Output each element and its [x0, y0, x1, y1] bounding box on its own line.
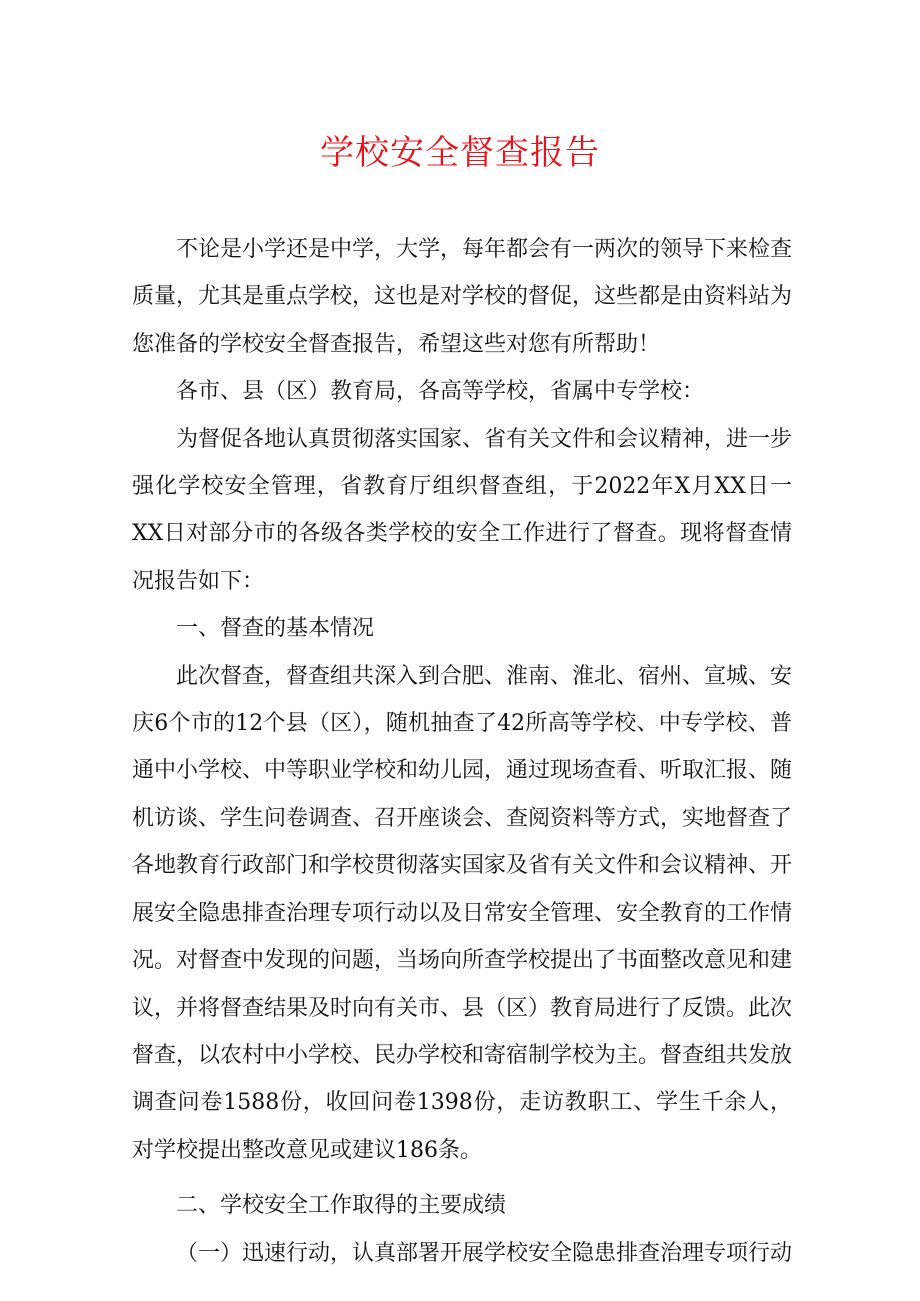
salutation-paragraph: 各市、县（区）教育局，各高等学校，省属中专学校： — [176, 379, 705, 405]
purpose-paragraph: 为督促各地认真贯彻落实国家、省有关文件和会议精神，进一步强化学校安全管理，省教育厅组织督查组，于2022年X月XX日一XX日对部分市的各级各类学校的安全工作进行了督查。现将督查情况报告如下： — [132, 426, 793, 594]
document-body — [132, 226, 792, 1277]
basic-situation-paragraph: 此次督查，督查组共深入到合肥、淮南、淮北、宿州、宣城、安庆6个市的12个县（区），随机抽查了42所高等学校、中专学校、普通中小学校、中等职业学校和幼儿园，通过现场查看、听取汇报、随机访谈、学生问卷调查、召开座谈会、查阅资料等方式，实地督查了各地教育行政部门和学校贯彻落实国家及省有关文件和会议精神、开展安全隐患排查治理专项行动以及日常安全管理、安全教育的工作情况。对督查中发现的问题，当场向所查学校提出了书面整改意见和建议，并将督查结果及时向有关市、县（区）教育局进行了反馈。此次督查，以农村中小学校、民办学校和寄宿制学校为主。督查组共发放调查问卷1588份，收回问卷1398份，走访教职工、学生千余人，对学校提出整改意见或建议186条。 — [132, 663, 793, 1163]
section-heading-achievements: 二、学校安全工作取得的主要成绩 — [176, 1193, 507, 1219]
intro-paragraph: 不论是小学还是中学，大学，每年都会有一两次的领导下来检查质量，尤其是重点学校，这也是对学校的督促，这些都是由资料站为您准备的学校安全督查报告，希望这些对您有所帮助！ — [132, 237, 793, 357]
subsection-heading-action: （一）迅速行动，认真部署开展学校安全隐患排查治理专项行动 — [176, 1240, 793, 1266]
document-title: 学校安全督查报告 — [320, 133, 600, 173]
section-heading-basic: 一、督查的基本情况 — [176, 616, 375, 642]
